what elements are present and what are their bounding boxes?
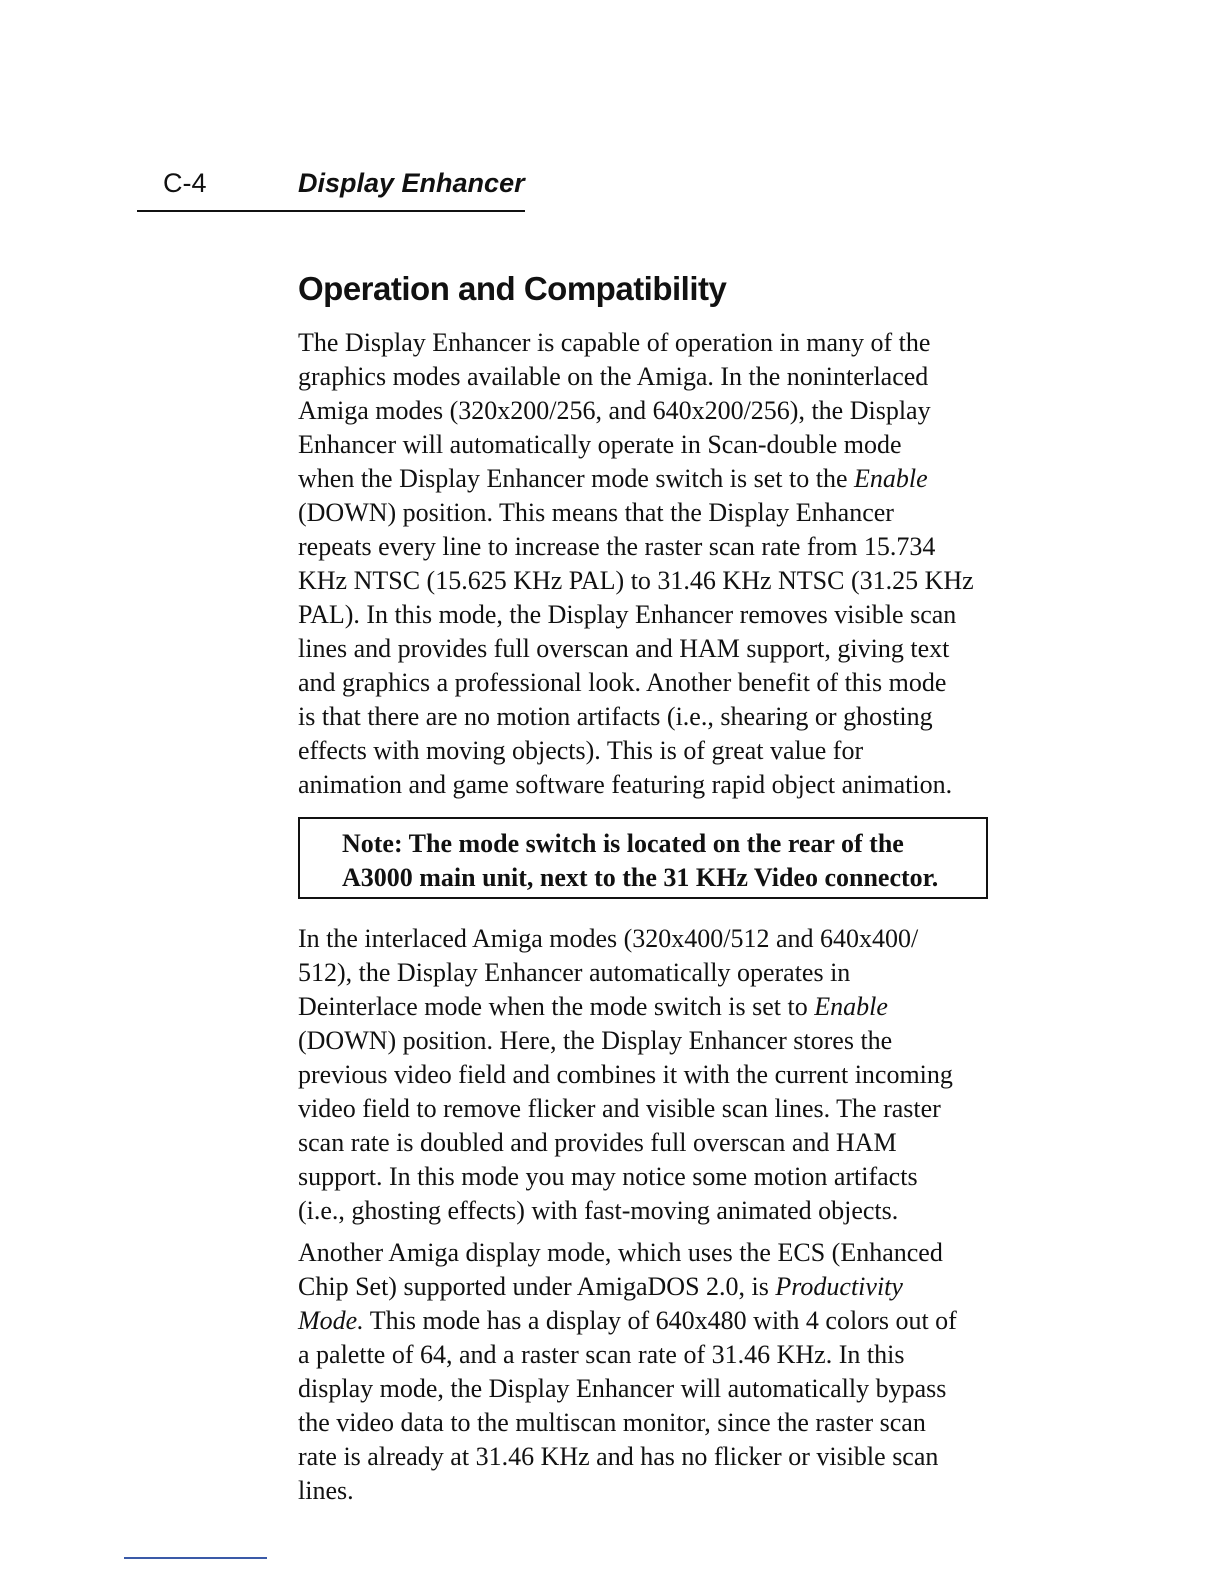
text-line: PAL). In this mode, the Display Enhancer removes visible scan	[298, 600, 957, 629]
text-line	[298, 1304, 998, 1338]
text-line: 512), the Display Enhancer automatically operates in	[298, 958, 851, 987]
text-line: graphics modes available on the Amiga. In the noninterlaced	[298, 362, 929, 391]
text-line: (i.e., ghosting effects) with fast-moving animated objects.	[298, 1196, 899, 1225]
text-line: animation and game software featuring rapid object animation.	[298, 770, 953, 799]
emphasis-mode: Mode.	[298, 1306, 364, 1335]
text-line: Another Amiga display mode, which uses the ECS (Enhanced	[298, 1238, 943, 1267]
text-line: In the interlaced Amiga modes (320x400/512 and 640x400/	[298, 924, 919, 953]
text-line: the video data to the multiscan monitor, since the raster scan	[298, 1408, 926, 1437]
text-line: effects with moving objects). This is of great value for	[298, 736, 864, 765]
text-line: display mode, the Display Enhancer will automatically bypass	[298, 1374, 947, 1403]
emphasis-enable: Enable	[853, 464, 928, 493]
paragraph-operation	[298, 326, 998, 802]
emphasis-enable: Enable	[814, 992, 888, 1021]
running-title: Display Enhancer	[298, 168, 525, 198]
text-line	[298, 990, 998, 1024]
paragraph-productivity	[298, 1236, 998, 1508]
paragraph-interlaced	[298, 922, 998, 1228]
header-rule	[137, 210, 525, 212]
text-line: lines.	[298, 1476, 354, 1505]
text-line: rate is already at 31.46 KHz and has no flicker or visible scan	[298, 1442, 939, 1471]
text-segment: This mode has a display of 640x480 with 4 colors out of	[363, 1306, 957, 1335]
note-line: Note: The mode switch is located on the rear of the	[342, 829, 904, 858]
text-line: is that there are no motion artifacts (i.e., shearing or ghosting	[298, 702, 933, 731]
text-segment: Deinterlace mode when the mode switch is set to	[298, 992, 815, 1021]
text-line: support. In this mode you may notice some motion artifacts	[298, 1162, 918, 1191]
text-line: The Display Enhancer is capable of operation in many of the	[298, 328, 931, 357]
text-line: (DOWN) position. Here, the Display Enhancer stores the	[298, 1026, 893, 1055]
section-title: Operation and Compatibility	[298, 270, 727, 307]
text-line: Amiga modes (320x200/256, and 640x200/256), the Display	[298, 396, 931, 425]
page-number: C-4	[163, 168, 207, 198]
footer-rule	[124, 1557, 267, 1559]
text-line	[298, 1270, 998, 1304]
emphasis-productivity: Productivity	[775, 1272, 903, 1301]
text-line: Enhancer will automatically operate in Scan-double mode	[298, 430, 902, 459]
note-box	[298, 817, 988, 899]
text-segment: Chip Set) supported under AmigaDOS 2.0, is	[298, 1272, 776, 1301]
text-line: previous video field and combines it with the current incoming	[298, 1060, 953, 1089]
text-line	[298, 462, 998, 496]
text-line: video field to remove flicker and visible scan lines. The raster	[298, 1094, 941, 1123]
text-line: scan rate is doubled and provides full overscan and HAM	[298, 1128, 897, 1157]
text-line: repeats every line to increase the raster scan rate from 15.734	[298, 532, 936, 561]
text-line: (DOWN) position. This means that the Display Enhancer	[298, 498, 894, 527]
text-line: lines and provides full overscan and HAM support, giving text	[298, 634, 950, 663]
note-line: A3000 main unit, next to the 31 KHz Video connector.	[342, 863, 939, 892]
text-segment: when the Display Enhancer mode switch is set to the	[298, 464, 854, 493]
text-line: and graphics a professional look. Another benefit of this mode	[298, 668, 947, 697]
note-text	[342, 827, 938, 895]
text-line: a palette of 64, and a raster scan rate of 31.46 KHz. In this	[298, 1340, 905, 1369]
text-line: KHz NTSC (15.625 KHz PAL) to 31.46 KHz NTSC (31.25 KHz	[298, 566, 974, 595]
